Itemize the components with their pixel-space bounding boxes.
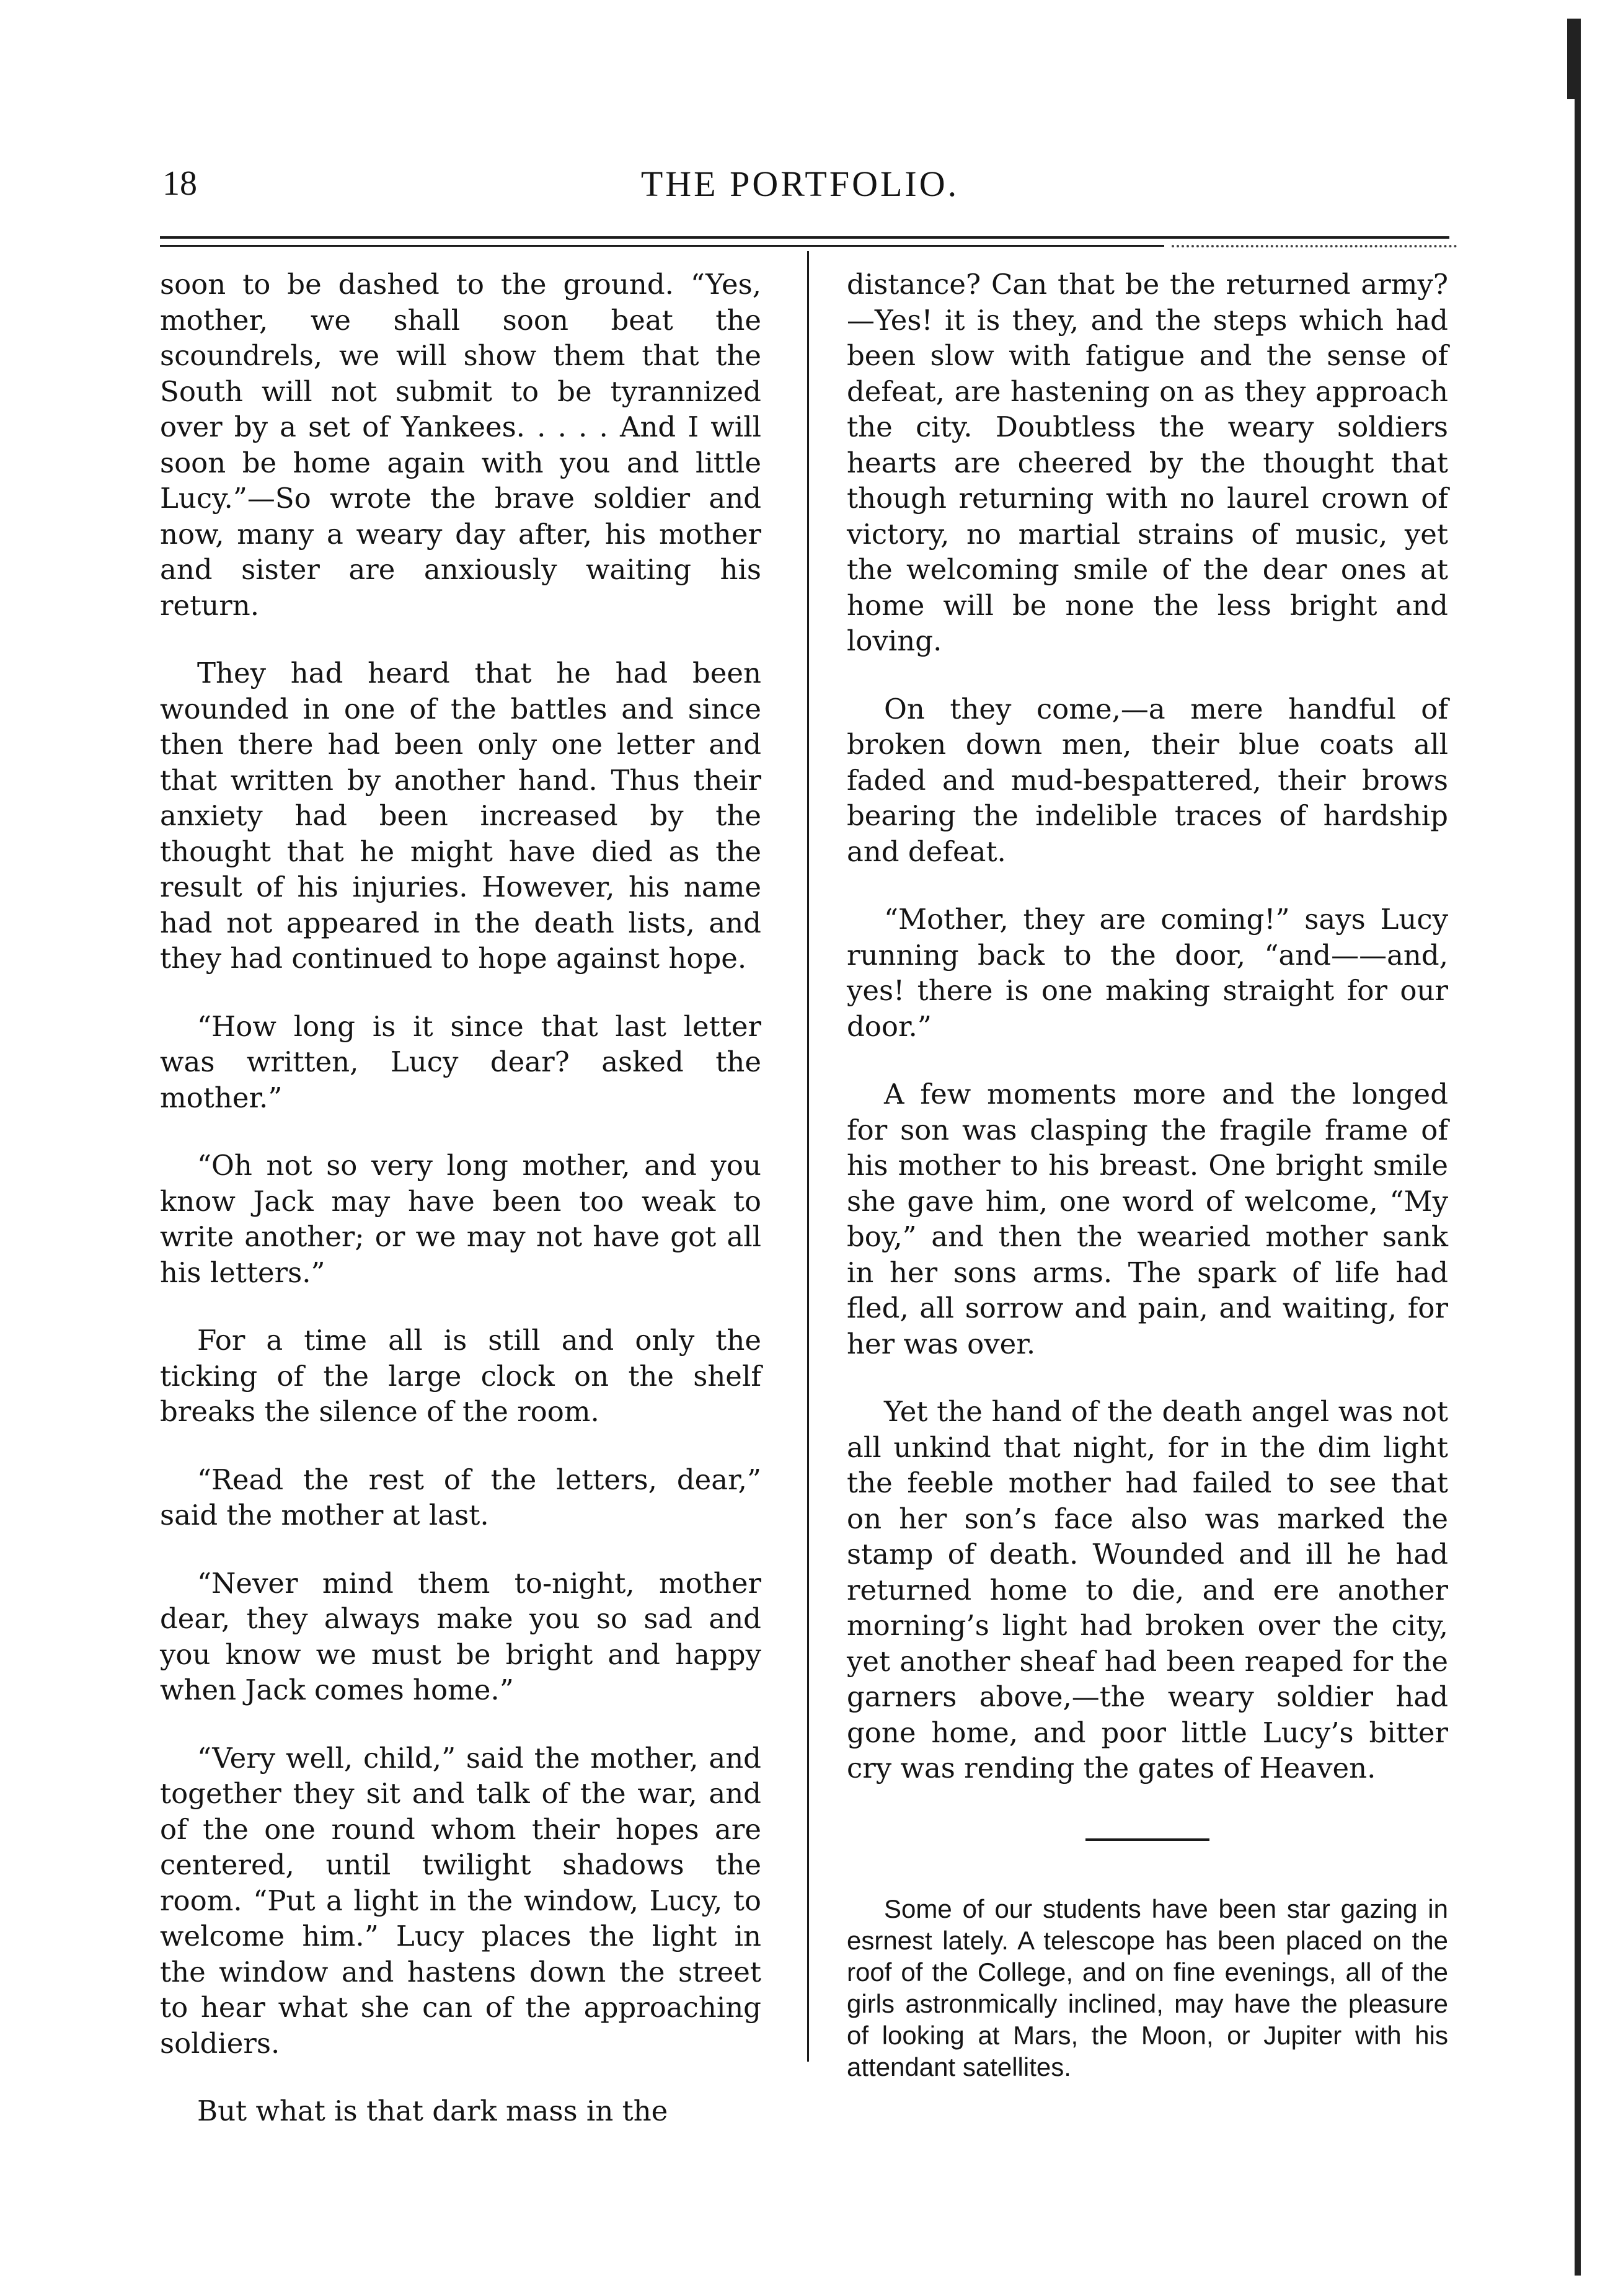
paragraph: “Never mind them to-night, mother dear, they always make you so sad and you know we must be bright and happy when Jack comes home.” — [160, 1566, 761, 1706]
paragraph: “Mother, they are coming!” says Lucy running back to the door, “and——and, yes! there is one making straight for our door.” — [847, 903, 1448, 1043]
paragraph: “Read the rest of the letters, dear,” said the mother at last. — [160, 1463, 761, 1531]
header-rule-bottom — [160, 245, 1164, 247]
paragraph: Yet the hand of the death angel was not all unkind that night, for in the dim light the feeble mother had failed to see that on her son’s face also was marked the stamp of death. Wounded and ill he had returned home to die, and ere another morning’s light had broken over the city, yet another sheaf had been reaped for the garners above,—the weary soldier had gone home, and poor little Lucy’s bitter cry was rending the gates of Heaven. — [847, 1395, 1448, 1784]
left-column — [160, 267, 761, 2161]
paragraph: A few moments more and the longed for son was clasping the fragile frame of his mother to his breast. One bright smile she gave him, one word of welcome, “My boy,” and then the wearied mother sank in her sons arms. The spark of life had fled, all sorrow and pain, and waiting, for her was over. — [847, 1078, 1448, 1360]
page-title: THE PORTFOLIO. — [640, 164, 960, 204]
page-edge-mark — [1567, 19, 1576, 99]
paragraph: On they come,—a mere handful of broken down men, their blue coats all faded and mud-bespattered, their brows bearing the indelible traces of hardship and defeat. — [847, 692, 1448, 868]
column-divider — [807, 251, 809, 2062]
college-note: Some of our students have been star gazing in esrnest lately. A telescope has been placed on the roof of the College, and on fine evenings, all of the girls astronmically inclined, may have the pleasure of looking at Mars, the Moon, or Jupiter with his attendant satellites. — [847, 1894, 1448, 2081]
header-rule-faded — [1172, 245, 1457, 247]
right-column — [847, 267, 1448, 2083]
paragraph: distance? Can that be the returned army?—Yes! it is they, and the steps which had been slow with fatigue and the sense of defeat, are hastening on as they approach the city. Doubtless the weary soldiers hearts are cheered by the thought that though returning with no laurel crown of victory, no martial strains of music, yet the welcoming smile of the dear ones at home will be none the less bright and loving. — [847, 268, 1448, 657]
paragraph: They had heard that he had been wounded in one of the battles and since then there had been only one letter and that written by another hand. Thus their anxiety had been increased by the thought that he might have died as the result of his injuries. However, his name had not appeared in the death lists, and they had continued to hope against hope. — [160, 657, 761, 975]
paragraph: For a time all is still and only the ticking of the large clock on the shelf breaks the silence of the room. — [160, 1324, 761, 1428]
page-number: 18 — [162, 164, 197, 203]
paragraph: “How long is it since that last letter was written, Lucy dear? asked the mother.” — [160, 1009, 761, 1114]
section-separator — [1085, 1838, 1209, 1841]
header-rule-top — [160, 236, 1449, 239]
paragraph: “Oh not so very long mother, and you know Jack may have been too weak to write another; or we may not have got all his letters.” — [160, 1149, 761, 1289]
paragraph: “Very well, child,” said the mother, and together they sit and talk of the war, and of the one round whom their hopes are centered, until twilight shadows the room. “Put a light in the window, Lucy, to welcome him.” Lucy places the light in the window and hastens down the street to hear what she can of the approaching soldiers. — [160, 1741, 761, 2060]
page-edge-border — [1575, 19, 1581, 2276]
paragraph: But what is that dark mass in the — [197, 2094, 668, 2127]
paragraph: soon to be dashed to the ground. “Yes, mother, we shall soon beat the scoundrels, we will show them that the South will not submit to be tyrannized over by a set of Yankees. . . . . And I will soon be home again with you and little Lucy.”—So wrote the brave soldier and now, many a weary day after, his mother and sister are anxiously waiting his return. — [160, 268, 761, 622]
